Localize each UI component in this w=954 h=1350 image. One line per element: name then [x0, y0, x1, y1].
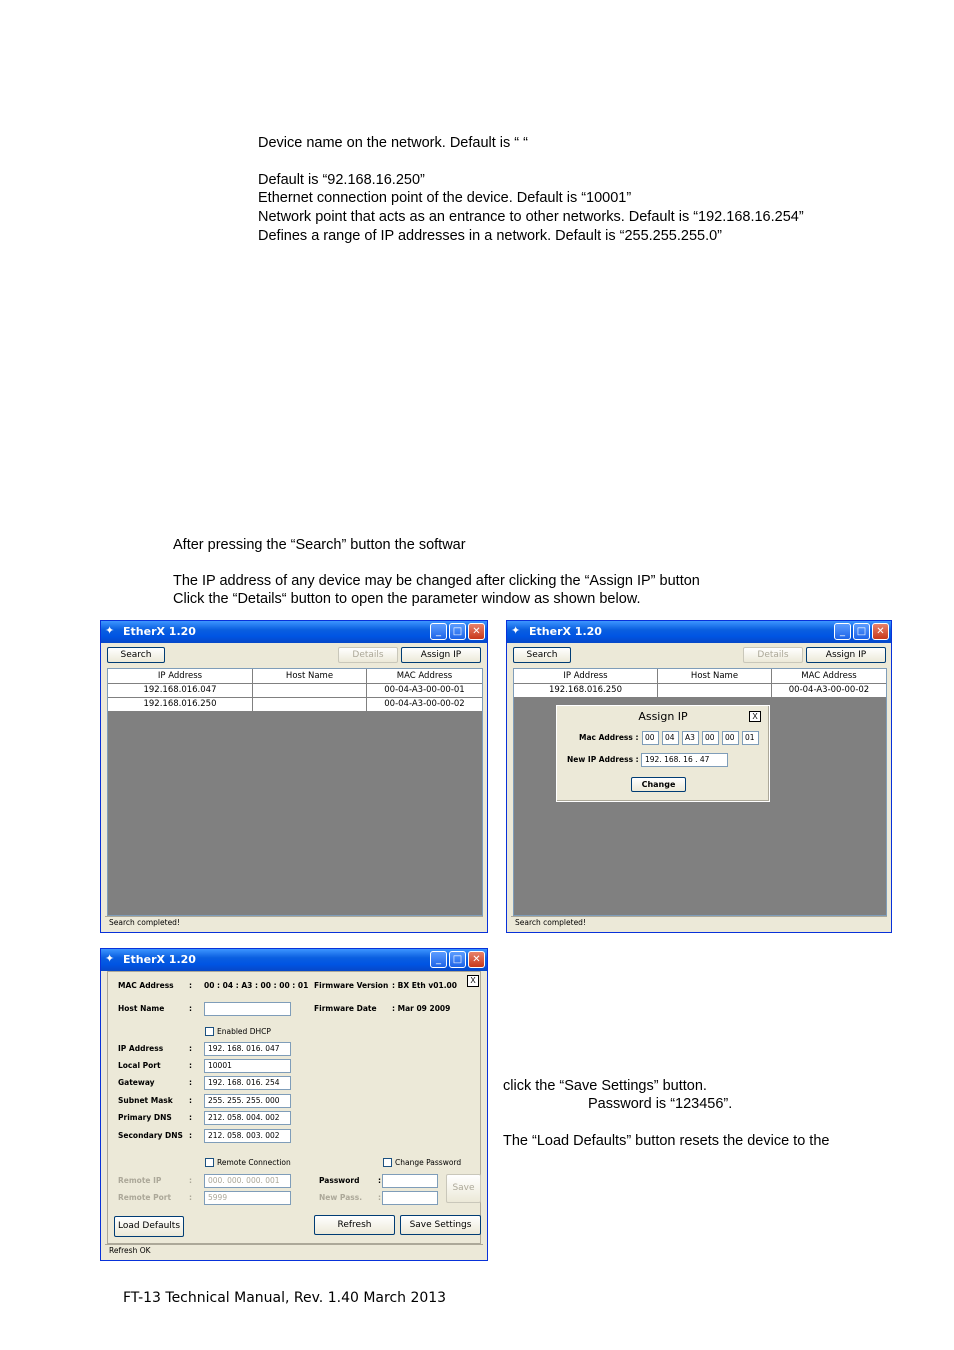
- status-bar: Refresh OK: [105, 1244, 483, 1257]
- colon: :: [189, 1044, 192, 1053]
- col-ip: IP Address: [514, 669, 658, 683]
- close-icon[interactable]: X: [749, 711, 761, 722]
- text-details: Click the “Details“ button to open the parameter window as shown below.: [173, 591, 641, 607]
- etherx-window-assign: [506, 620, 892, 933]
- gateway-label: Gateway: [118, 1078, 155, 1087]
- dhcp-checkbox[interactable]: [205, 1027, 214, 1036]
- etherx-window-details: [100, 948, 488, 1261]
- colon: :: [189, 1131, 192, 1140]
- table-row[interactable]: [108, 684, 482, 698]
- details-button[interactable]: Details: [338, 647, 398, 663]
- cell-mac: 00-04-A3-00-00-02: [384, 699, 465, 709]
- close-icon[interactable]: X: [467, 975, 479, 987]
- details-button[interactable]: Details: [743, 647, 803, 663]
- text-load-defaults: The “Load Defaults” button resets the device to the: [503, 1133, 830, 1149]
- maximize-icon[interactable]: □: [449, 623, 466, 640]
- text-password: Password is “123456”.: [588, 1096, 733, 1112]
- table-header: [108, 669, 482, 684]
- col-mac: MAC Address: [396, 671, 453, 681]
- change-password-label: Change Password: [395, 1158, 462, 1167]
- assign-ip-button[interactable]: Assign IP: [401, 647, 481, 663]
- subnet-mask-label: Subnet Mask: [118, 1096, 173, 1105]
- remote-connection-checkbox[interactable]: [205, 1158, 214, 1167]
- remote-port-field[interactable]: 5999: [204, 1191, 291, 1205]
- col-host: Host Name: [658, 669, 772, 683]
- window-title: EtherX 1.20: [123, 953, 196, 966]
- secondary-dns-field[interactable]: 212. 058. 003. 002: [204, 1129, 291, 1143]
- remote-port-label: Remote Port: [118, 1193, 172, 1202]
- minimize-icon[interactable]: _: [430, 951, 447, 968]
- window-title: EtherX 1.20: [123, 625, 196, 638]
- save-settings-button[interactable]: Save Settings: [400, 1215, 481, 1235]
- window-title: EtherX 1.20: [529, 625, 602, 638]
- password-field[interactable]: [382, 1174, 438, 1188]
- ip-address-field[interactable]: 192. 168. 016. 047: [204, 1042, 291, 1056]
- col-ip: IP Address: [108, 669, 253, 683]
- host-name-input[interactable]: [204, 1002, 291, 1016]
- new-ip-field[interactable]: 192. 168. 16 . 47: [641, 753, 728, 767]
- cell-ip: 192.168.016.250: [108, 698, 253, 711]
- text-device-name: Device name on the network. Default is “ “: [258, 135, 528, 151]
- cell-host: [253, 684, 367, 697]
- secondary-dns-label: Secondary DNS: [118, 1131, 183, 1140]
- colon: :: [378, 1193, 381, 1202]
- mac-octet-field[interactable]: 00: [642, 731, 659, 745]
- status-bar: Search completed!: [105, 916, 483, 929]
- remote-connection-label: Remote Connection: [217, 1158, 291, 1167]
- assign-ip-dialog: [556, 705, 770, 802]
- search-button[interactable]: Search: [513, 647, 571, 663]
- cell-host: [658, 684, 772, 697]
- mac-address-value: 00 : 04 : A3 : 00 : 00 : 01: [204, 981, 309, 990]
- col-host: Host Name: [253, 669, 367, 683]
- local-port-label: Local Port: [118, 1061, 161, 1070]
- close-icon[interactable]: ✕: [468, 951, 485, 968]
- mac-octet-field[interactable]: 00: [722, 731, 739, 745]
- firmware-version-value: : BX Eth v01.00: [392, 981, 457, 990]
- firmware-version-label: Firmware Version: [314, 981, 389, 990]
- text-save-settings: click the “Save Settings” button.: [503, 1078, 707, 1094]
- cell-host: [253, 698, 367, 711]
- text-search: After pressing the “Search” button the softwar: [173, 537, 466, 553]
- primary-dns-field[interactable]: 212. 058. 004. 002: [204, 1111, 291, 1125]
- colon: :: [189, 981, 192, 990]
- subnet-mask-field[interactable]: 255. 255. 255. 000: [204, 1094, 291, 1108]
- change-password-checkbox[interactable]: [383, 1158, 392, 1167]
- cell-mac: 00-04-A3-00-00-01: [384, 685, 465, 695]
- table-row[interactable]: [108, 698, 482, 712]
- change-button[interactable]: Change: [631, 777, 686, 792]
- close-icon[interactable]: ✕: [468, 623, 485, 640]
- cell-ip: 192.168.016.047: [108, 684, 253, 697]
- primary-dns-label: Primary DNS: [118, 1113, 172, 1122]
- device-table: [107, 668, 483, 916]
- etherx-window-search: [100, 620, 488, 933]
- app-icon: ✦: [511, 625, 521, 637]
- title-bar: [101, 621, 487, 643]
- new-ip-label: New IP Address :: [567, 755, 639, 764]
- password-label: Password: [319, 1176, 360, 1185]
- firmware-date-value: : Mar 09 2009: [392, 1004, 451, 1013]
- cell-mac: 00-04-A3-00-00-02: [788, 685, 870, 695]
- colon: :: [189, 1113, 192, 1122]
- local-port-field[interactable]: 10001: [204, 1059, 291, 1073]
- table-header: [514, 669, 886, 684]
- assign-ip-button[interactable]: Assign IP: [806, 647, 886, 663]
- mac-octet-field[interactable]: A3: [682, 731, 699, 745]
- dhcp-label: Enabled DHCP: [217, 1027, 271, 1036]
- table-row[interactable]: [514, 684, 886, 698]
- col-mac: MAC Address: [801, 671, 857, 681]
- text-gateway: Network point that acts as an entrance to other networks. Default is “192.168.16.254”: [258, 209, 804, 225]
- status-bar: Search completed!: [511, 916, 887, 929]
- mac-octet-field[interactable]: 04: [662, 731, 679, 745]
- colon: :: [189, 1176, 192, 1185]
- minimize-icon[interactable]: _: [430, 623, 447, 640]
- ip-address-label: IP Address: [118, 1044, 164, 1053]
- colon: :: [378, 1176, 381, 1185]
- colon: :: [189, 1193, 192, 1202]
- minimize-icon[interactable]: _: [834, 623, 851, 640]
- load-defaults-button[interactable]: Load Defaults: [114, 1216, 184, 1237]
- gateway-field[interactable]: 192. 168. 016. 254: [204, 1076, 291, 1090]
- colon: :: [189, 1096, 192, 1105]
- text-default-ip: Default is “92.168.16.250”: [258, 172, 425, 188]
- refresh-button[interactable]: Refresh: [314, 1215, 395, 1235]
- cell-ip: 192.168.016.250: [514, 684, 658, 697]
- colon: :: [189, 1061, 192, 1070]
- text-subnet: Defines a range of IP addresses in a network. Default is “255.255.255.0”: [258, 228, 723, 244]
- app-icon: ✦: [105, 625, 115, 637]
- details-panel: [107, 971, 481, 1244]
- close-icon[interactable]: ✕: [872, 623, 889, 640]
- title-bar: [507, 621, 891, 643]
- maximize-icon[interactable]: □: [449, 951, 466, 968]
- mac-address-label: MAC Address: [118, 981, 174, 990]
- remote-ip-label: Remote IP: [118, 1176, 162, 1185]
- save-button[interactable]: Save: [446, 1174, 481, 1203]
- firmware-date-label: Firmware Date: [314, 1004, 377, 1013]
- mac-octet-field[interactable]: 01: [742, 731, 759, 745]
- page-footer: FT-13 Technical Manual, Rev. 1.40 March 2013: [123, 1290, 447, 1306]
- maximize-icon[interactable]: □: [853, 623, 870, 640]
- mac-address-label: Mac Address :: [579, 733, 639, 742]
- search-button[interactable]: Search: [107, 647, 165, 663]
- mac-octet-field[interactable]: 00: [702, 731, 719, 745]
- text-local-port: Ethernet connection point of the device. Default is “10001”: [258, 190, 632, 206]
- text-assign-ip: The IP address of any device may be changed after clicking the “Assign IP” button: [173, 573, 700, 589]
- colon: :: [189, 1004, 192, 1013]
- dialog-title: Assign IP: [638, 710, 688, 723]
- title-bar: [101, 949, 487, 971]
- host-name-label: Host Name: [118, 1004, 165, 1013]
- app-icon: ✦: [105, 953, 115, 965]
- new-password-label: New Pass.: [319, 1193, 363, 1202]
- remote-ip-field[interactable]: 000. 000. 000. 001: [204, 1174, 291, 1188]
- colon: :: [189, 1078, 192, 1087]
- new-password-field[interactable]: [382, 1191, 438, 1205]
